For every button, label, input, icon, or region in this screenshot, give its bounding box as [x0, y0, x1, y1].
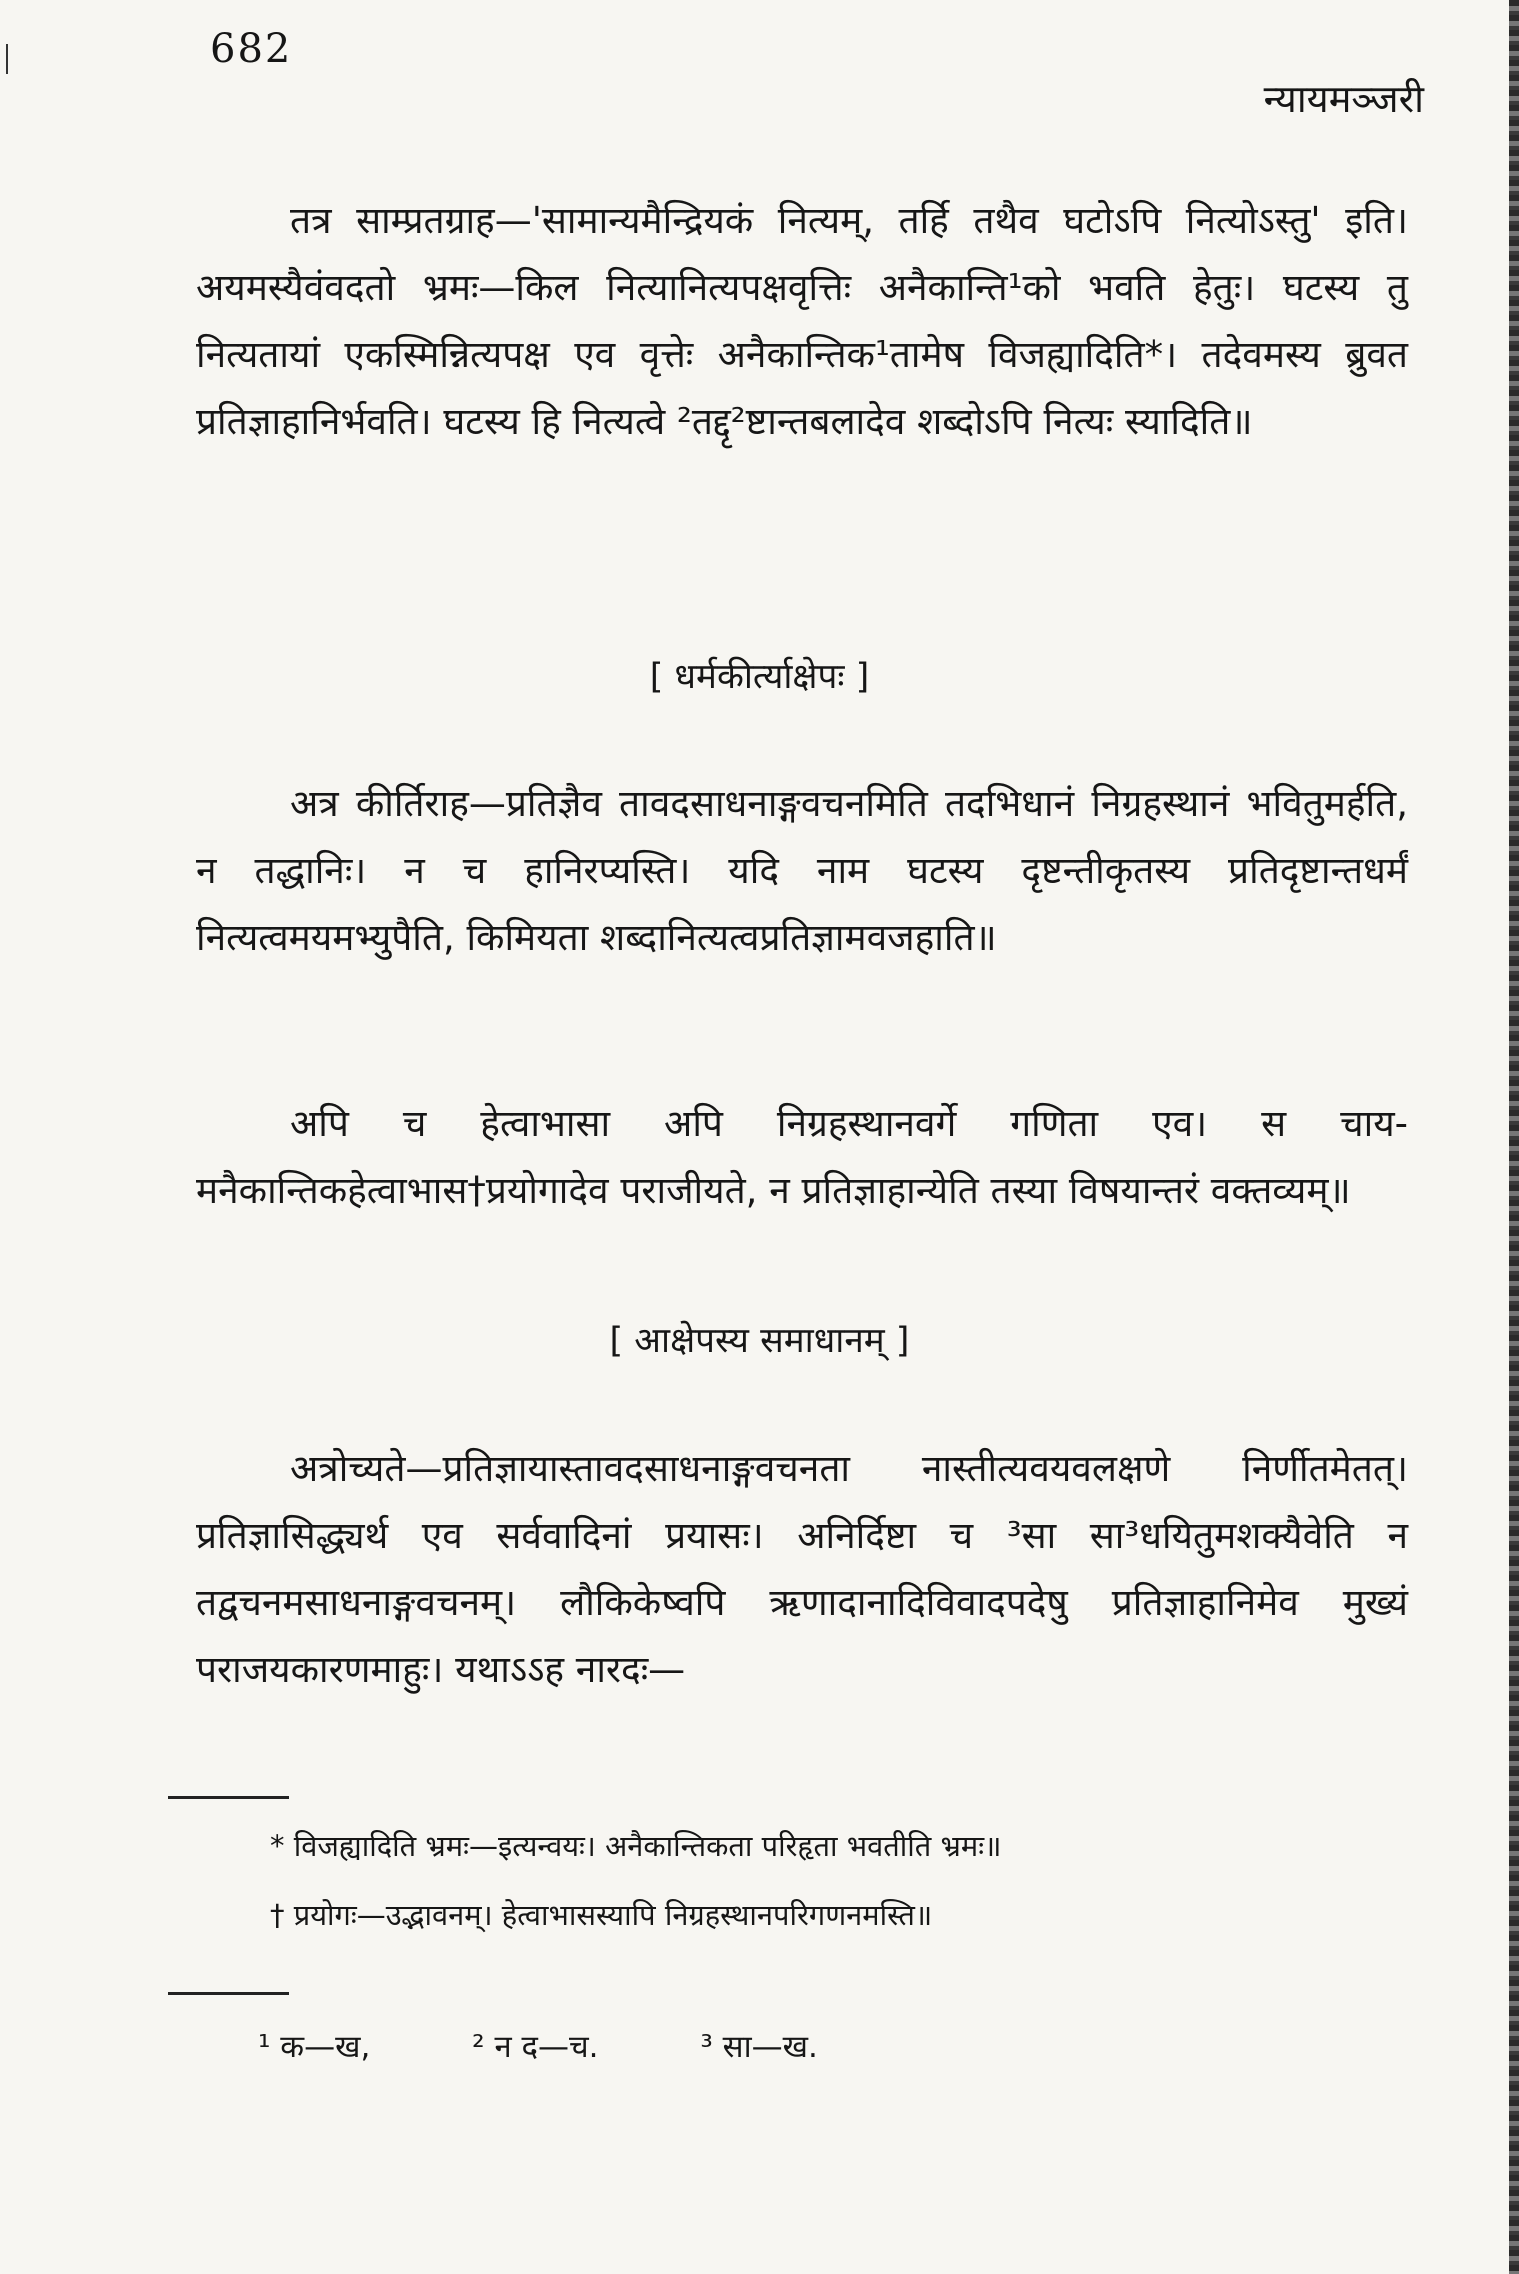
- section-heading-2: [ आक्षेपस्य समाधानम् ]: [609, 1321, 910, 1361]
- variant-reading-1: ¹ क—ख,: [258, 2029, 371, 2065]
- paragraph-3: अपि च हेत्वाभासा अपि निग्रहस्थानवर्गे गणिता एव। स चाय-मनैकान्तिकहेत्वाभास†प्रयोगादेव पराजीयते, न प्रतिज्ञाहान्येति तस्या विषयान्तरं वक्तव्यम्॥: [196, 1102, 1408, 1212]
- footnote-divider: [168, 1796, 289, 1799]
- variant-readings: [258, 2025, 910, 2067]
- footnote-star: * विजह्यादिति भ्रमः—इत्यन्वयः। अनैकान्तिकता परिहृता भवतीति भ्रमः॥: [270, 1829, 1002, 1863]
- variant-reading-2: ² न द—च.: [472, 2029, 599, 2065]
- footnote-dagger: † प्रयोगः—उद्भावनम्। हेत्वाभासस्यापि निग्रहस्थानपरिगणनमस्ति॥: [270, 1898, 933, 1932]
- section-heading-1: [ धर्मकीर्त्याक्षेपः ]: [649, 657, 870, 697]
- paragraph-2: अत्र कीर्तिराह—प्रतिज्ञैव तावदसाधनाङ्गवचनमिति तदभिधानं निग्रहस्थानं भवितुमर्हति, न तद्धानिः। न च हानिरप्यस्ति। यदि नाम घटस्य दृष्टन्तीकृतस्य प्रतिदृष्टान्तधर्मं नित्यत्वमयमभ्युपैति, किमियता शब्दानित्यत्वप्रतिज्ञामवजहाति॥: [196, 782, 1408, 959]
- variant-reading-3: ³ सा—ख.: [700, 2029, 818, 2065]
- paragraph-1: तत्र साम्प्रतग्राह—'सामान्यमैन्द्रियकं नित्यम्, तर्हि तथैव घटोऽपि नित्योऽस्तु' इति। अयमस्यैवंवदतो भ्रमः—किल नित्यानित्यपक्षवृत्तिः अनैकान्ति¹को भवति हेतुः। घटस्य तु नित्यतायां एकस्मिन्नित्यपक्ष एव वृत्तेः अनैकान्तिक¹तामेष विजह्यादिति*। तदेवमस्य ब्रुवत प्रतिज्ञाहानिर्भवति। घटस्य हि नित्यत्वे ²तद्दृ²ष्टान्तबलादेव शब्दोऽपि नित्यः स्यादिति॥: [196, 199, 1408, 443]
- running-title: न्यायमञ्जरी: [1263, 77, 1424, 121]
- variants-divider: [168, 1992, 289, 1995]
- page-number: 682: [210, 26, 293, 72]
- scan-margin-mark: [6, 44, 8, 74]
- paragraph-4: अत्रोच्यते—प्रतिज्ञायास्तावदसाधनाङ्गवचनता नास्तीत्यवयवलक्षणे निर्णीतमेतत्। प्रतिज्ञासिद्ध्यर्थ एव सर्ववादिनां प्रयासः। अनिर्दिष्टा च ³सा सा³धयितुमशक्यैवेति न तद्वचनमसाधनाङ्गवचनम्। लौकिकेष्वपि ऋणादानादिविवादपदेषु प्रतिज्ञाहानिमेव मुख्यं पराजयकारणमाहुः। यथाऽऽह नारदः—: [196, 1447, 1408, 1691]
- scan-edge: [1509, 0, 1519, 2274]
